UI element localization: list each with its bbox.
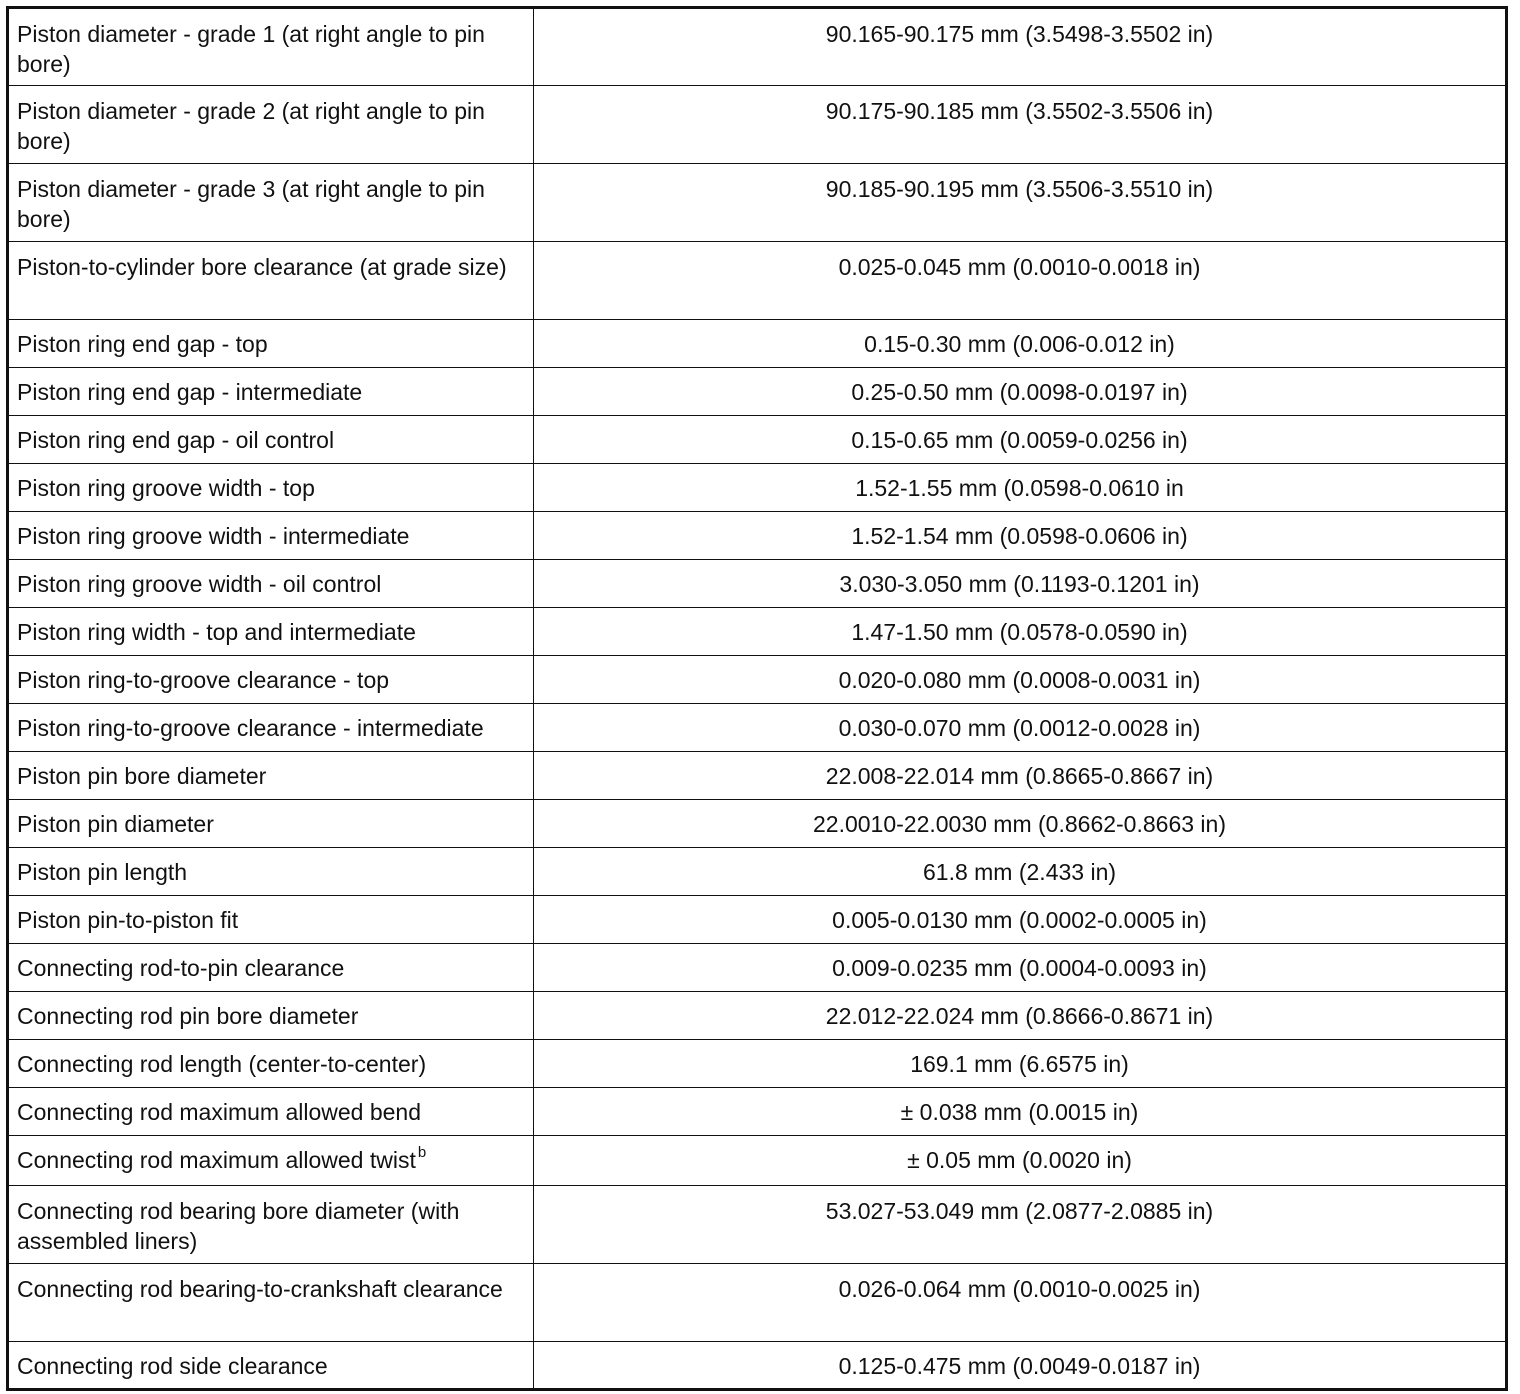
spec-value: 1.52-1.54 mm (0.0598-0.0606 in)	[534, 512, 1507, 560]
table-row	[8, 1088, 1507, 1136]
table-row	[8, 242, 1507, 320]
spec-value: 0.009-0.0235 mm (0.0004-0.0093 in)	[534, 944, 1507, 992]
table-row	[8, 848, 1507, 896]
table-row	[8, 86, 1507, 164]
spec-value: 22.0010-22.0030 mm (0.8662-0.8663 in)	[534, 800, 1507, 848]
spec-value: 53.027-53.049 mm (2.0877-2.0885 in)	[534, 1186, 1507, 1264]
spec-label: Piston ring groove width - intermediate	[8, 512, 534, 560]
table-row	[8, 416, 1507, 464]
table-row	[8, 1136, 1507, 1186]
spec-value: 3.030-3.050 mm (0.1193-0.1201 in)	[534, 560, 1507, 608]
spec-value: 0.020-0.080 mm (0.0008-0.0031 in)	[534, 656, 1507, 704]
table-row	[8, 704, 1507, 752]
spec-label: Connecting rod maximum allowed bend	[8, 1088, 534, 1136]
spec-value: 0.125-0.475 mm (0.0049-0.0187 in)	[534, 1342, 1507, 1390]
spec-label: Piston diameter - grade 1 (at right angle to pin bore)	[8, 8, 534, 86]
table-row	[8, 464, 1507, 512]
spec-value: 0.005-0.0130 mm (0.0002-0.0005 in)	[534, 896, 1507, 944]
spec-label: Piston ring-to-groove clearance - intermediate	[8, 704, 534, 752]
spec-label-with-footnote	[8, 1136, 534, 1186]
spec-value: 1.52-1.55 mm (0.0598-0.0610 in	[534, 464, 1507, 512]
specifications-table	[6, 6, 1508, 1391]
spec-value: 0.025-0.045 mm (0.0010-0.0018 in)	[534, 242, 1507, 320]
spec-label: Connecting rod pin bore diameter	[8, 992, 534, 1040]
spec-value: 0.030-0.070 mm (0.0012-0.0028 in)	[534, 704, 1507, 752]
spec-label: Connecting rod-to-pin clearance	[8, 944, 534, 992]
spec-label: Connecting rod bearing-to-crankshaft clearance	[8, 1264, 534, 1342]
spec-label: Piston diameter - grade 2 (at right angle to pin bore)	[8, 86, 534, 164]
table-row	[8, 656, 1507, 704]
spec-label: Piston ring end gap - top	[8, 320, 534, 368]
spec-value: 0.15-0.65 mm (0.0059-0.0256 in)	[534, 416, 1507, 464]
spec-value: 0.25-0.50 mm (0.0098-0.0197 in)	[534, 368, 1507, 416]
spec-value: 22.012-22.024 mm (0.8666-0.8671 in)	[534, 992, 1507, 1040]
table-row	[8, 8, 1507, 86]
spec-value: ± 0.038 mm (0.0015 in)	[534, 1088, 1507, 1136]
table-row	[8, 1186, 1507, 1264]
spec-value: 1.47-1.50 mm (0.0578-0.0590 in)	[534, 608, 1507, 656]
spec-label: Connecting rod bearing bore diameter (with assembled liners)	[8, 1186, 534, 1264]
spec-value: 22.008-22.014 mm (0.8665-0.8667 in)	[534, 752, 1507, 800]
table-row	[8, 992, 1507, 1040]
spec-label: Piston ring groove width - top	[8, 464, 534, 512]
spec-value: 90.175-90.185 mm (3.5502-3.5506 in)	[534, 86, 1507, 164]
table-row	[8, 368, 1507, 416]
spec-label: Piston ring width - top and intermediate	[8, 608, 534, 656]
spec-label: Piston pin-to-piston fit	[8, 896, 534, 944]
table-row	[8, 560, 1507, 608]
spec-value: 169.1 mm (6.6575 in)	[534, 1040, 1507, 1088]
spec-label: Piston pin diameter	[8, 800, 534, 848]
table-row	[8, 608, 1507, 656]
spec-label: Piston ring-to-groove clearance - top	[8, 656, 534, 704]
spec-label: Connecting rod side clearance	[8, 1342, 534, 1390]
spec-value: ± 0.05 mm (0.0020 in)	[534, 1136, 1507, 1186]
spec-value: 90.185-90.195 mm (3.5506-3.5510 in)	[534, 164, 1507, 242]
spec-label: Piston-to-cylinder bore clearance (at grade size)	[8, 242, 534, 320]
table-row	[8, 752, 1507, 800]
table-row	[8, 800, 1507, 848]
spec-label: Piston pin bore diameter	[8, 752, 534, 800]
spec-label: Piston ring groove width - oil control	[8, 560, 534, 608]
spec-label: Connecting rod length (center-to-center)	[8, 1040, 534, 1088]
spec-value: 61.8 mm (2.433 in)	[534, 848, 1507, 896]
table-row	[8, 896, 1507, 944]
table-row	[8, 320, 1507, 368]
spec-value: 0.026-0.064 mm (0.0010-0.0025 in)	[534, 1264, 1507, 1342]
table-row	[8, 164, 1507, 242]
spec-label: Piston diameter - grade 3 (at right angle to pin bore)	[8, 164, 534, 242]
spec-value: 0.15-0.30 mm (0.006-0.012 in)	[534, 320, 1507, 368]
spec-label: Piston ring end gap - oil control	[8, 416, 534, 464]
table-row	[8, 1342, 1507, 1390]
table-row	[8, 1040, 1507, 1088]
footnote-marker: b	[417, 1144, 427, 1162]
spec-label: Piston ring end gap - intermediate	[8, 368, 534, 416]
table-row	[8, 512, 1507, 560]
table-row	[8, 944, 1507, 992]
table-row	[8, 1264, 1507, 1342]
spec-value: 90.165-90.175 mm (3.5498-3.5502 in)	[534, 8, 1507, 86]
spec-label: Connecting rod maximum allowed twist	[17, 1147, 416, 1173]
spec-label: Piston pin length	[8, 848, 534, 896]
